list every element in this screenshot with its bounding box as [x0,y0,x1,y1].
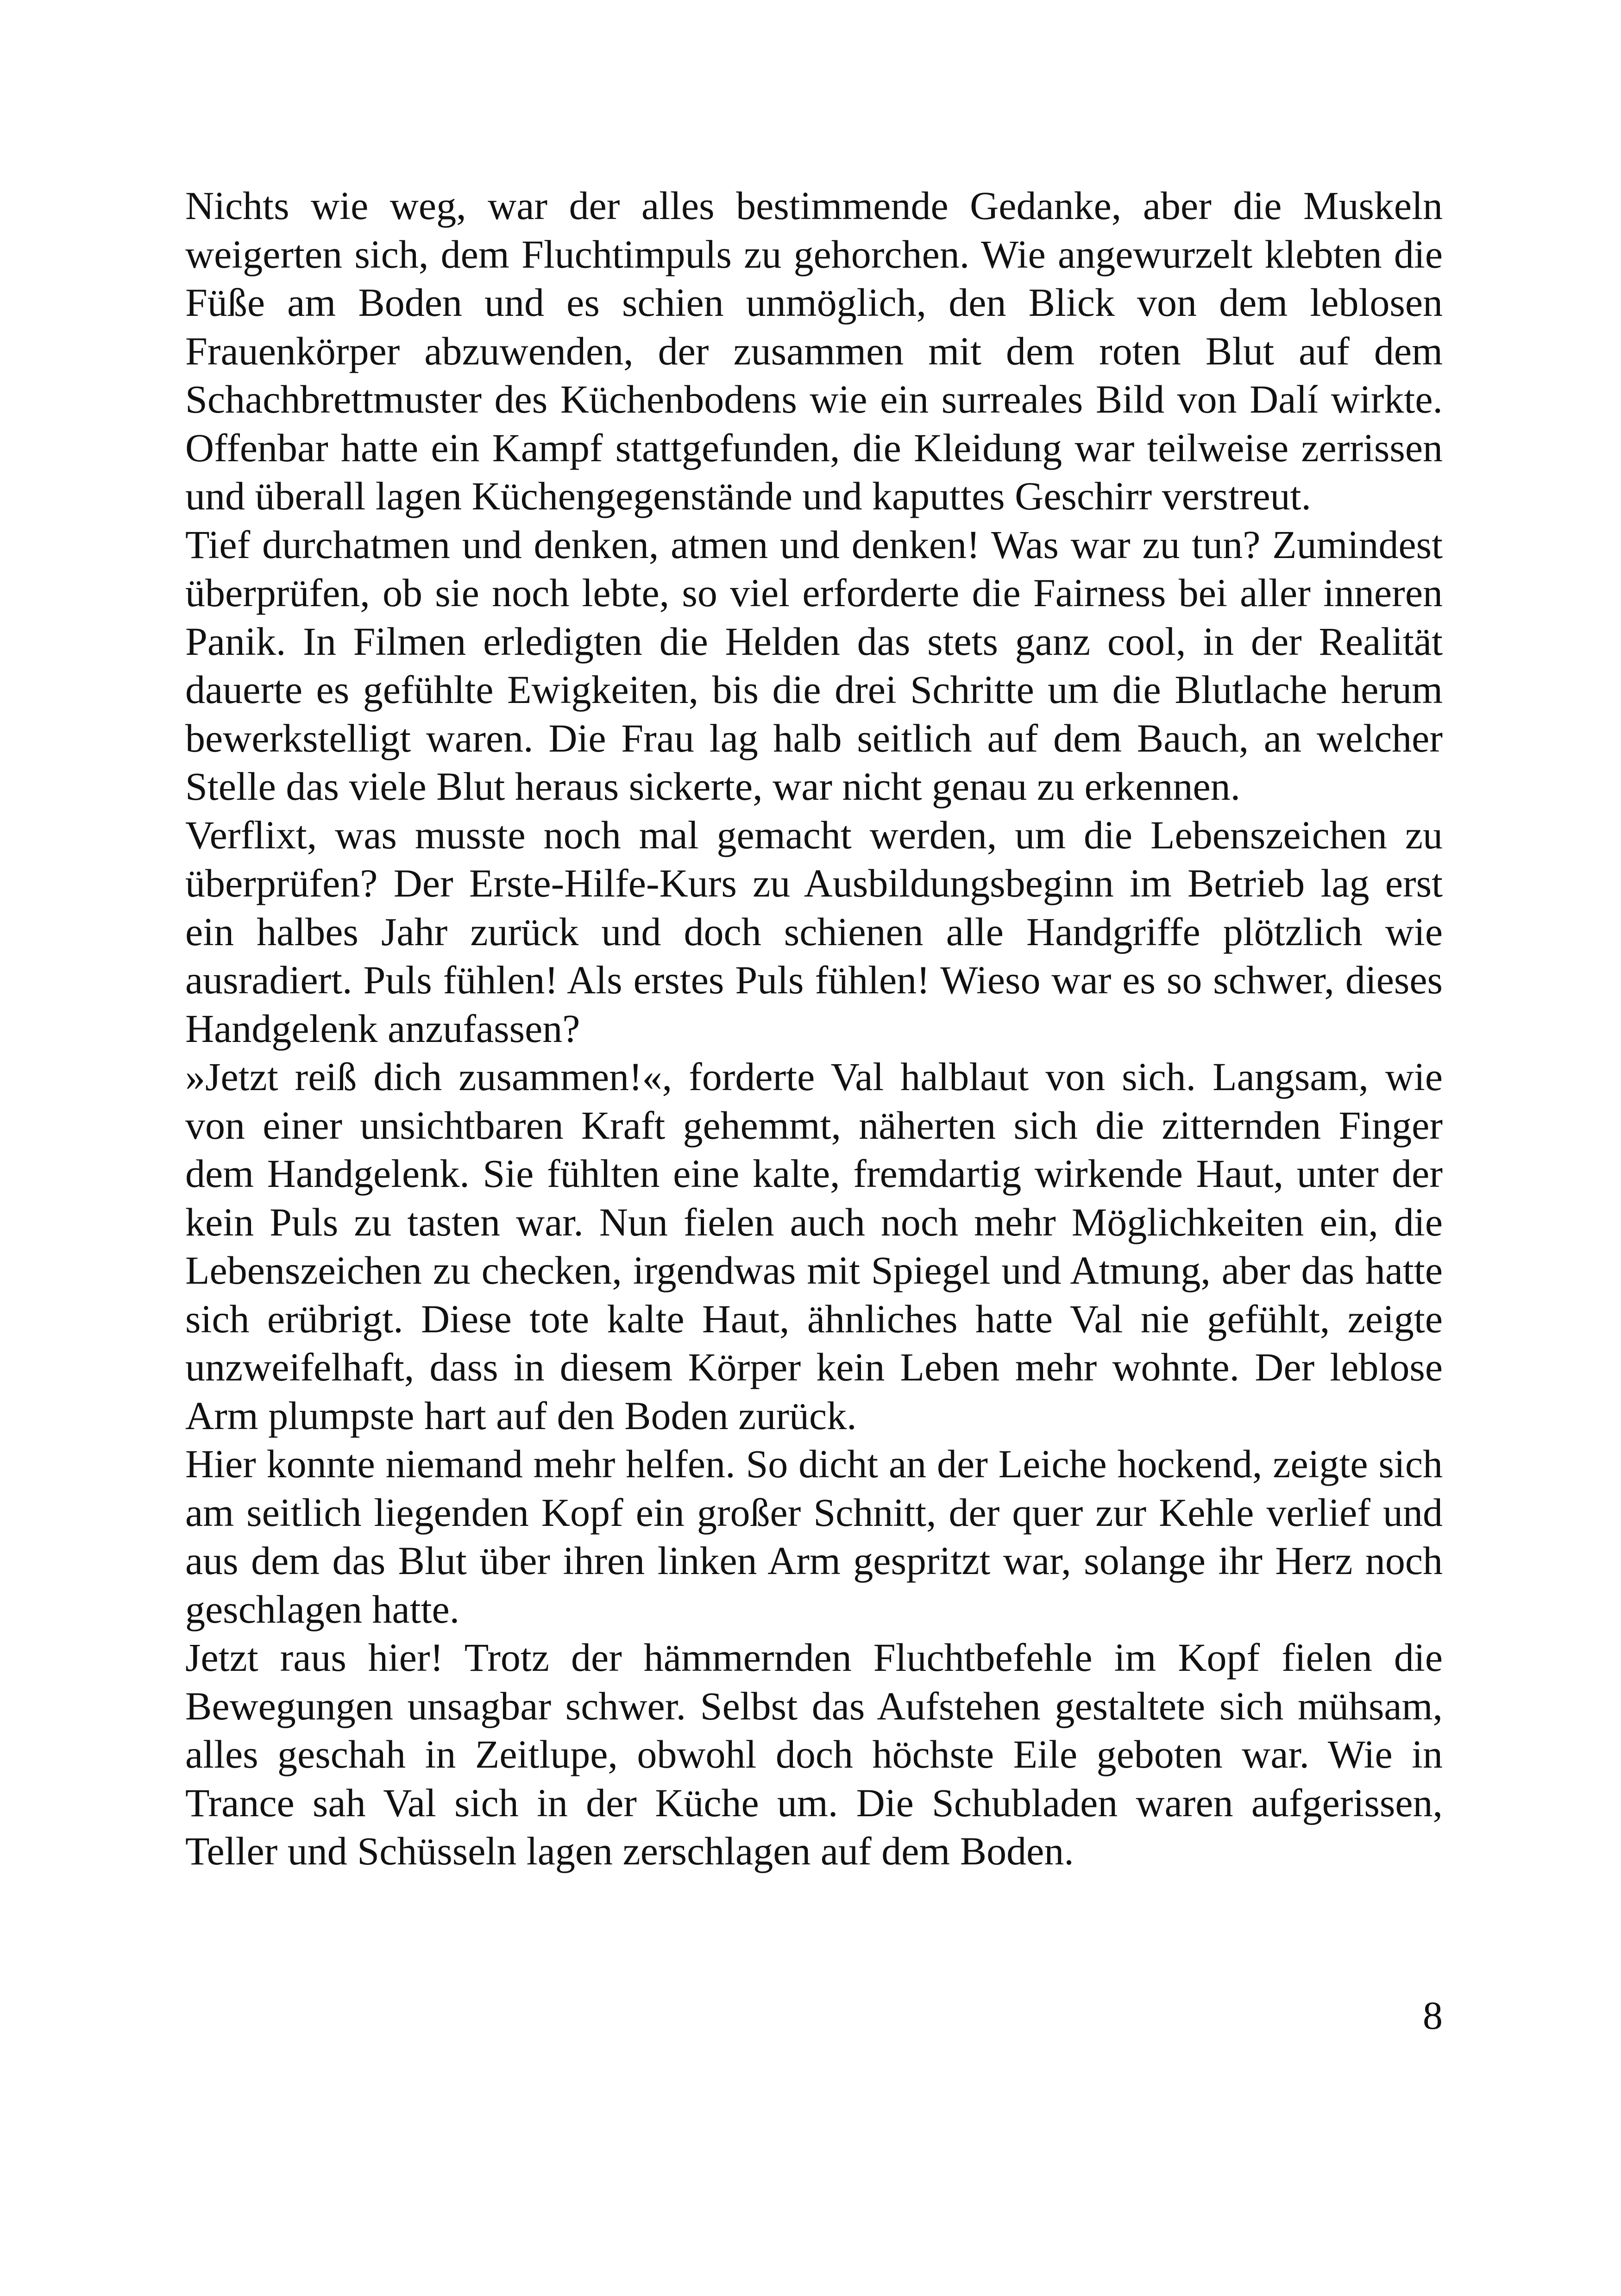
paragraph-2: Tief durchatmen und denken, atmen und denken! Was war zu tun? Zumindest überprüfen, ob sie noch lebte, so viel erforderte die Fairness bei aller inneren Panik. In Filmen erledigten die Helden das stets ganz cool, in der Realität dauerte es gefühlte Ewigkeiten, bis die drei Schritte um die Blutlache herum bewerkstelligt waren. Die Frau lag halb seitlich auf dem Bauch, an welcher Stelle das viele Blut heraus sickerte, war nicht genau zu erkennen. [185,522,1443,809]
page-number: 8 [1423,1993,1443,2038]
body-text [185,182,1443,1876]
paragraph-3: Verflixt, was musste noch mal gemacht werden, um die Lebenszeichen zu überprüfen? Der Erste-Hilfe-Kurs zu Ausbildungsbeginn im Betrieb lag erst ein halbes Jahr zurück und doch schienen alle Handgriffe plötzlich wie ausradiert. Puls fühlen! Als erstes Puls fühlen! Wieso war es so schwer, dieses Handgelenk anzufassen? [185,812,1443,1051]
paragraph-5: Hier konnte niemand mehr helfen. So dicht an der Leiche hockend, zeigte sich am seitlich liegenden Kopf ein großer Schnitt, der quer zur Kehle verlief und aus dem das Blut über ihren linken Arm gespritzt war, solange ihr Herz noch geschlagen hatte. [185,1442,1443,1631]
paragraph-1: Nichts wie weg, war der alles bestimmende Gedanke, aber die Muskeln weigerten sich, dem Fluchtimpuls zu gehorchen. Wie angewurzelt klebten die Füße am Boden und es schien unmöglich, den Blick von dem leblosen Frauenkörper abzuwenden, der zusammen mit dem roten Blut auf dem Schachbrettmuster des Küchenbodens wie ein surreales Bild von Dalí wirkte. Offenbar hatte ein Kampf stattgefunden, die Kleidung war teilweise zerrissen und überall lagen Küchengegenstände und kaputtes Geschirr verstreut. [185,183,1443,518]
paragraph-6: Jetzt raus hier! Trotz der hämmernden Fluchtbefehle im Kopf fielen die Bewegungen unsagbar schwer. Selbst das Aufstehen gestaltete sich mühsam, alles geschah in Zeitlupe, obwohl doch höchste Eile geboten war. Wie in Trance sah Val sich in der Küche um. Die Schubladen waren aufgerissen, Teller und Schüsseln lagen zerschlagen auf dem Boden. [185,1635,1443,1873]
paragraph-4: »Jetzt reiß dich zusammen!«, forderte Val halblaut von sich. Langsam, wie von einer unsichtbaren Kraft gehemmt, näherten sich die zitternden Finger dem Handgelenk. Sie fühlten eine kalte, fremdartig wirkende Haut, unter der kein Puls zu tasten war. Nun fielen auch noch mehr Möglichkeiten ein, die Lebenszeichen zu checken, irgendwas mit Spiegel und Atmung, aber das hatte sich erübrigt. Diese tote kalte Haut, ähnliches hatte Val nie gefühlt, zeigte unzweifelhaft, dass in diesem Körper kein Leben mehr wohnte. Der leblose Arm plumpste hart auf den Boden zurück. [185,1054,1443,1438]
